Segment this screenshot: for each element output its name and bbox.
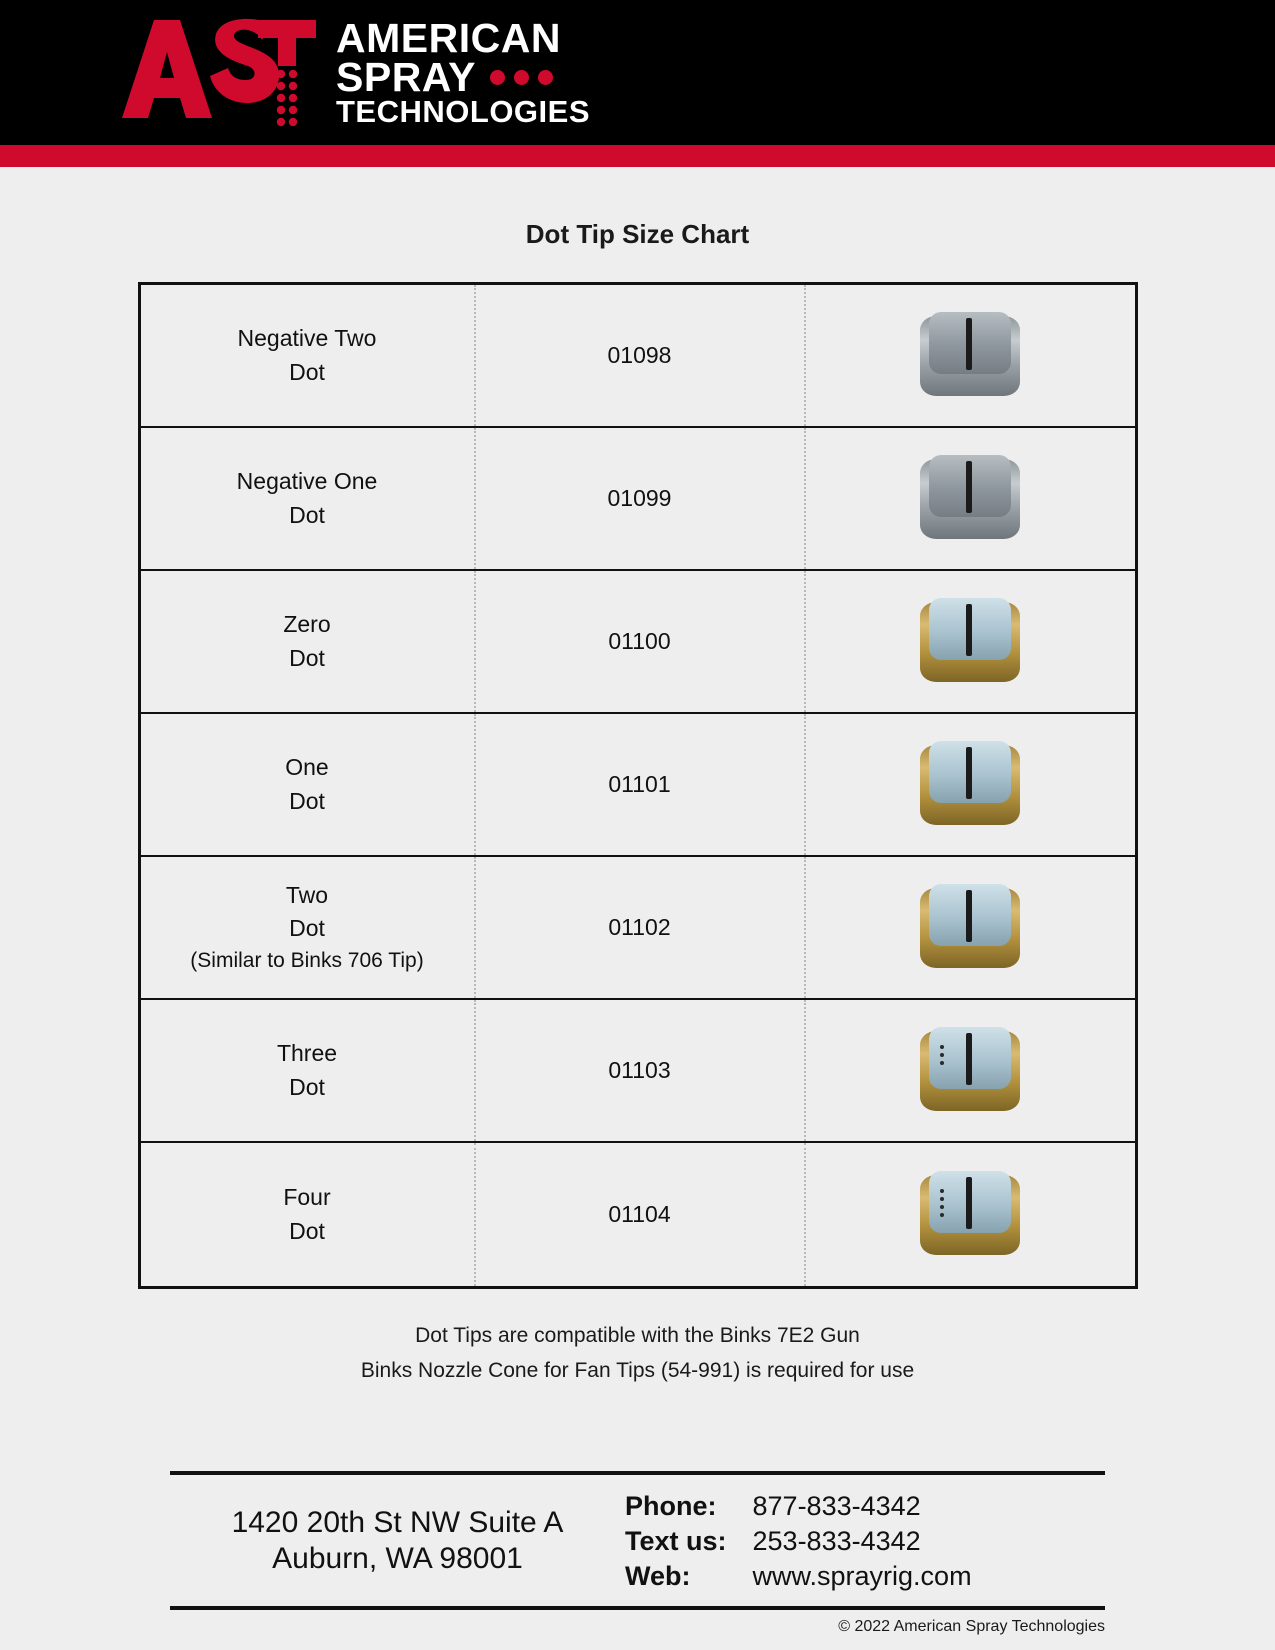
tip-name-line2: Dot [289, 915, 325, 942]
dot-trio-icon [490, 70, 553, 85]
tip-image-cell [806, 857, 1135, 998]
text-value[interactable]: 253-833-4342 [752, 1525, 921, 1556]
compatibility-notes [0, 1319, 1275, 1388]
table-row [141, 285, 1135, 428]
tip-name-cell [141, 1000, 476, 1141]
tip-image-cell [806, 1000, 1135, 1141]
tip-sku-cell: 01104 [476, 1143, 806, 1286]
brand-line-technologies: TECHNOLOGIES [336, 94, 591, 130]
tip-name-line1: One [285, 754, 329, 781]
text-label: Text us: [625, 1525, 727, 1556]
tip-image-cell [806, 571, 1135, 712]
tip-name-cell [141, 285, 476, 426]
tip-image-cell [806, 1143, 1135, 1286]
phone-label: Phone: [625, 1490, 717, 1521]
tip-name-cell [141, 1143, 476, 1286]
compatibility-note-line2: Binks Nozzle Cone for Fan Tips (54-991) is required for use [360, 1358, 915, 1382]
tip-name-line2: Dot [289, 644, 325, 671]
tip-name-line2: Dot [289, 501, 325, 528]
tip-name-line2: Dot [289, 787, 325, 814]
page-title: Dot Tip Size Chart [525, 219, 750, 249]
company-address [170, 1505, 625, 1578]
brand-line-american: AMERICAN [336, 14, 561, 61]
tip-name-cell [141, 428, 476, 569]
tip-name-line1: Negative One [236, 468, 378, 495]
tip-name-line2: Dot [289, 1217, 325, 1244]
tip-image-cell [806, 428, 1135, 569]
brand-logo [118, 12, 590, 134]
spray-tip-icon [916, 1025, 1024, 1117]
tip-sku-cell: 01102 [476, 857, 806, 998]
tip-name-line1: Two [285, 881, 329, 908]
spray-tip-icon [916, 596, 1024, 688]
address-line2: Auburn, WA 98001 [272, 1542, 523, 1576]
tip-sku-cell: 01098 [476, 285, 806, 426]
tip-name-line2: Dot [289, 358, 325, 385]
tip-image-cell [806, 285, 1135, 426]
tip-image-cell [806, 714, 1135, 855]
address-line1: 1420 20th St NW Suite A [231, 1505, 564, 1539]
spray-tip-icon [916, 739, 1024, 831]
tip-name-cell [141, 571, 476, 712]
tip-name-line1: Four [283, 1184, 331, 1211]
table-row [141, 428, 1135, 571]
spray-tip-icon [916, 882, 1024, 974]
tip-name-cell [141, 857, 476, 998]
compatibility-note-line1: Dot Tips are compatible with the Binks 7E2 Gun [415, 1324, 860, 1347]
page-footer [0, 1471, 1275, 1650]
dot-tip-size-table [138, 282, 1138, 1289]
table-row [141, 1000, 1135, 1143]
spray-tip-icon [916, 453, 1024, 545]
tip-name-cell [141, 714, 476, 855]
brand-wordmark [336, 14, 591, 130]
copyright-text: © 2022 American Spray Technologies [838, 1618, 1105, 1635]
spray-tip-icon [916, 310, 1024, 402]
table-row [141, 714, 1135, 857]
tip-sku-cell: 01099 [476, 428, 806, 569]
web-value[interactable]: www.sprayrig.com [752, 1560, 972, 1591]
tip-sku-cell: 01100 [476, 571, 806, 712]
phone-value[interactable]: 877-833-4342 [752, 1490, 921, 1521]
table-row [141, 1143, 1135, 1286]
tip-sku-cell: 01103 [476, 1000, 806, 1141]
tip-name-line2: Dot [289, 1073, 325, 1100]
tip-name-line1: Negative Two [237, 325, 377, 352]
tip-name-line1: Zero [283, 611, 331, 638]
ast-monogram-icon [118, 14, 318, 132]
brand-line-spray: SPRAY [336, 54, 476, 101]
spray-tip-icon [916, 1169, 1024, 1261]
contact-block [625, 1489, 1105, 1594]
web-label: Web: [625, 1560, 691, 1591]
tip-sku-cell: 01101 [476, 714, 806, 855]
accent-divider [0, 145, 1275, 167]
page-header [0, 0, 1275, 145]
tip-name-line1: Three [276, 1040, 338, 1067]
tip-name-note: (Similar to Binks 706 Tip) [190, 948, 424, 972]
table-row [141, 571, 1135, 714]
table-row [141, 857, 1135, 1000]
